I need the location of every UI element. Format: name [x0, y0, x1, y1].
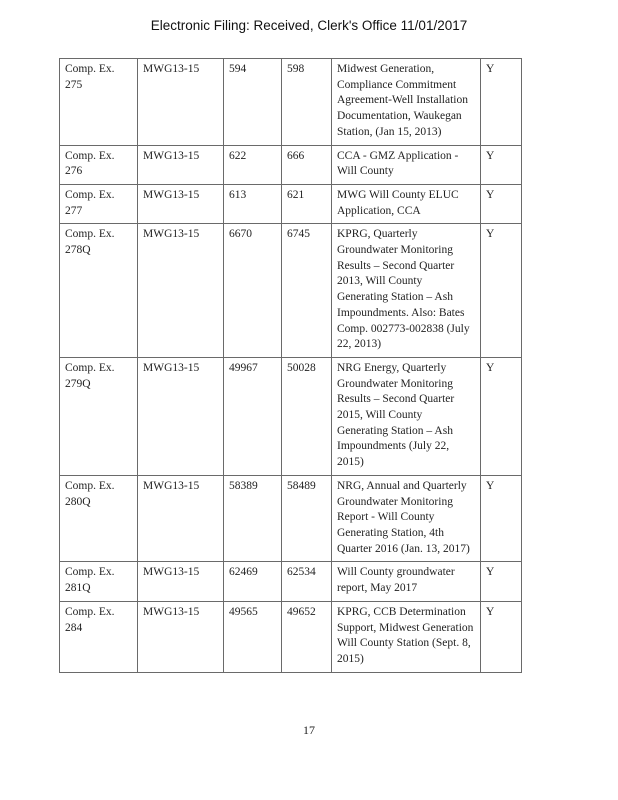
bates-end-cell: 621 [282, 184, 332, 223]
bates-start-cell: 49565 [224, 601, 282, 672]
description-cell: NRG Energy, Quarterly Groundwater Monitoring Results – Second Quarter 2015, Will County Generating Station – Ash Impoundments (July 22, 2015) [332, 357, 481, 475]
exhibit-number-cell: Comp. Ex. 277 [60, 184, 138, 223]
description-cell: KPRG, Quarterly Groundwater Monitoring Results – Second Quarter 2013, Will County Generating Station – Ash Impoundments. Also: Bates Comp. 002773-002838 (July 22, 2013) [332, 224, 481, 358]
flag-cell: Y [481, 357, 522, 475]
bates-end-cell: 62534 [282, 562, 332, 601]
table-row [60, 562, 522, 601]
case-number-cell: MWG13-15 [138, 601, 224, 672]
flag-cell: Y [481, 184, 522, 223]
page-number: 17 [303, 723, 315, 737]
table-row [60, 59, 522, 146]
exhibit-number-cell: Comp. Ex. 279Q [60, 357, 138, 475]
description-cell: MWG Will County ELUC Application, CCA [332, 184, 481, 223]
bates-end-cell: 49652 [282, 601, 332, 672]
case-number-cell: MWG13-15 [138, 184, 224, 223]
exhibit-number-cell: Comp. Ex. 280Q [60, 475, 138, 562]
bates-end-cell: 666 [282, 145, 332, 184]
description-cell: NRG, Annual and Quarterly Groundwater Monitoring Report - Will County Generating Station, 4th Quarter 2016 (Jan. 13, 2017) [332, 475, 481, 562]
flag-cell: Y [481, 601, 522, 672]
bates-start-cell: 613 [224, 184, 282, 223]
table-row [60, 145, 522, 184]
table-row [60, 475, 522, 562]
case-number-cell: MWG13-15 [138, 475, 224, 562]
bates-start-cell: 622 [224, 145, 282, 184]
bates-end-cell: 6745 [282, 224, 332, 358]
case-number-cell: MWG13-15 [138, 145, 224, 184]
table-row [60, 357, 522, 475]
bates-start-cell: 594 [224, 59, 282, 146]
flag-cell: Y [481, 145, 522, 184]
bates-end-cell: 50028 [282, 357, 332, 475]
exhibit-number-cell: Comp. Ex. 276 [60, 145, 138, 184]
bates-start-cell: 58389 [224, 475, 282, 562]
case-number-cell: MWG13-15 [138, 357, 224, 475]
case-number-cell: MWG13-15 [138, 224, 224, 358]
exhibit-number-cell: Comp. Ex. 275 [60, 59, 138, 146]
bates-end-cell: 58489 [282, 475, 332, 562]
description-cell: Will County groundwater report, May 2017 [332, 562, 481, 601]
description-cell: Midwest Generation, Compliance Commitment Agreement-Well Installation Documentation, Waukegan Station, (Jan 15, 2013) [332, 59, 481, 146]
flag-cell: Y [481, 562, 522, 601]
case-number-cell: MWG13-15 [138, 59, 224, 146]
bates-start-cell: 6670 [224, 224, 282, 358]
flag-cell: Y [481, 475, 522, 562]
bates-end-cell: 598 [282, 59, 332, 146]
flag-cell: Y [481, 224, 522, 358]
exhibit-table [59, 58, 522, 673]
table-row [60, 184, 522, 223]
description-cell: KPRG, CCB Determination Support, Midwest Generation Will County Station (Sept. 8, 2015) [332, 601, 481, 672]
table-row [60, 601, 522, 672]
description-cell: CCA - GMZ Application - Will County [332, 145, 481, 184]
bates-start-cell: 62469 [224, 562, 282, 601]
filing-stamp-header: Electronic Filing: Received, Clerk's Office 11/01/2017 [150, 18, 468, 33]
case-number-cell: MWG13-15 [138, 562, 224, 601]
exhibit-number-cell: Comp. Ex. 281Q [60, 562, 138, 601]
table-row [60, 224, 522, 358]
exhibit-number-cell: Comp. Ex. 284 [60, 601, 138, 672]
flag-cell: Y [481, 59, 522, 146]
exhibit-number-cell: Comp. Ex. 278Q [60, 224, 138, 358]
bates-start-cell: 49967 [224, 357, 282, 475]
